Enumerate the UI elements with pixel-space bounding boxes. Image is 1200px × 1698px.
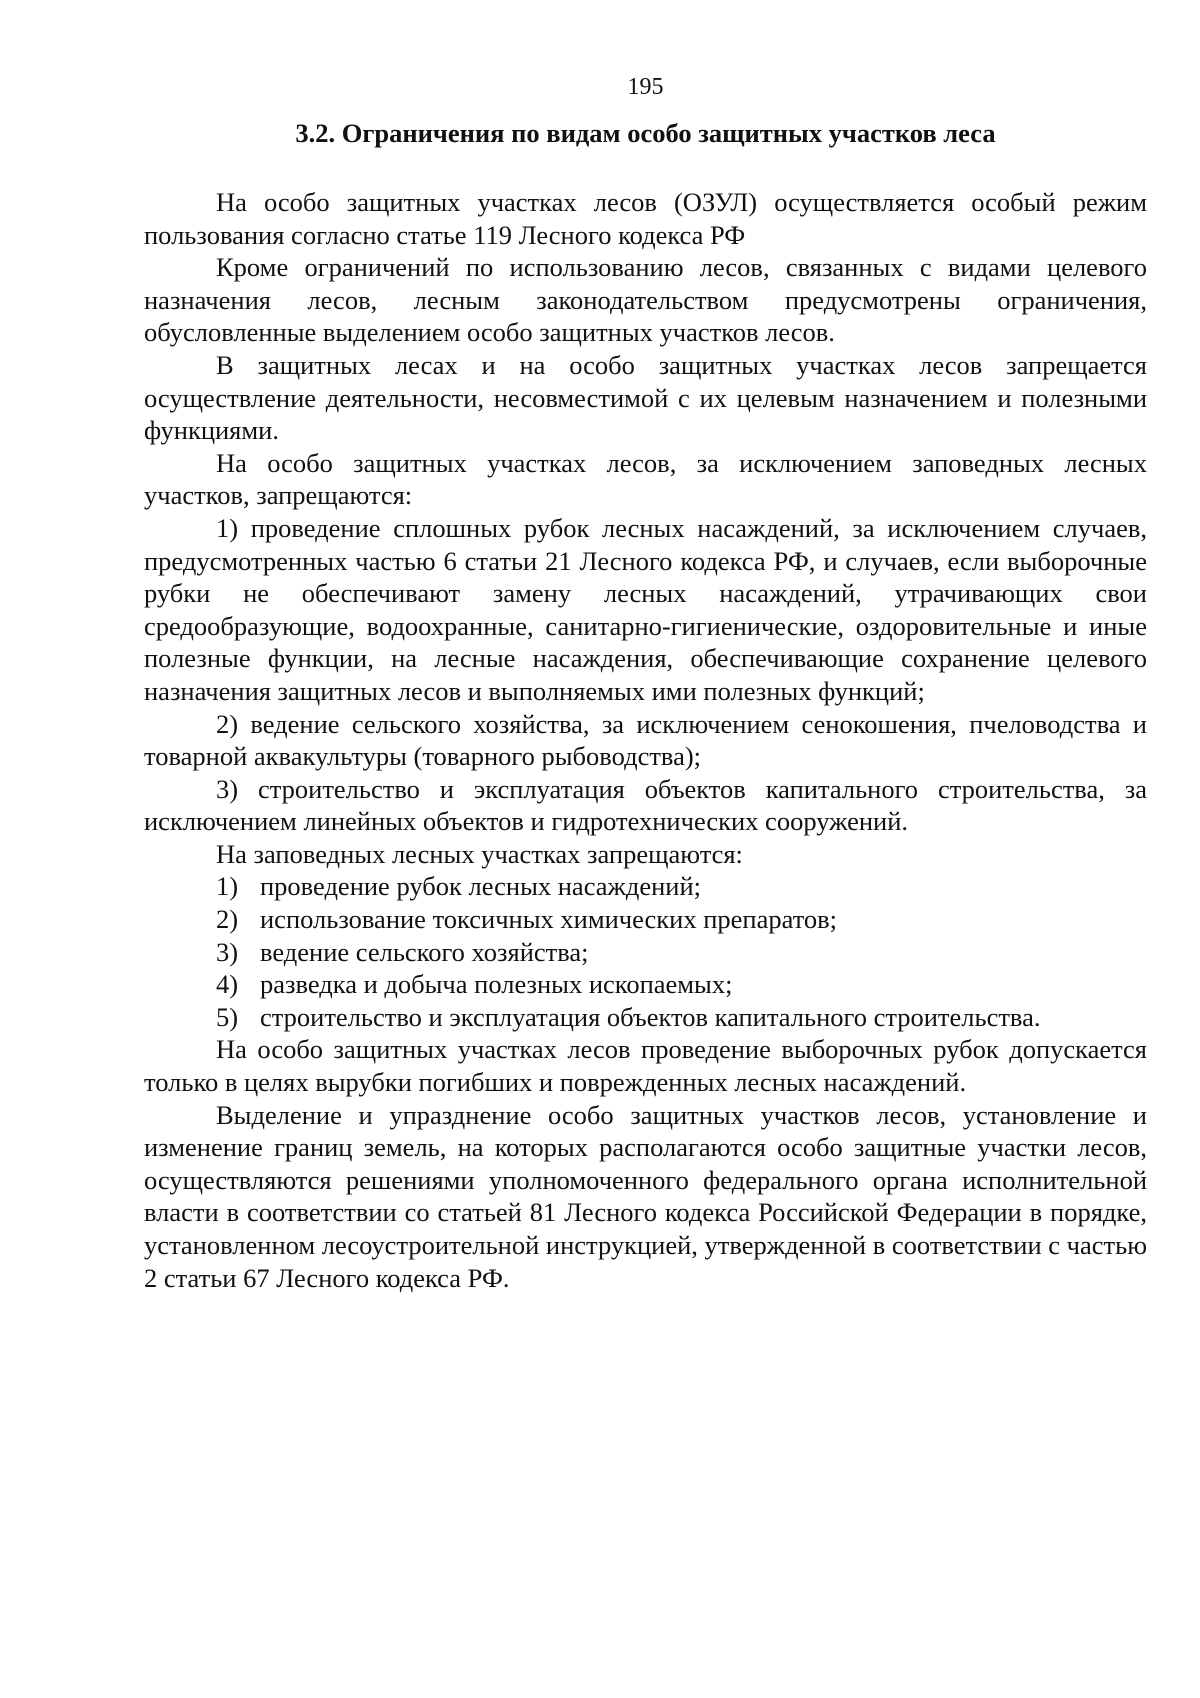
list-item-number: 4) <box>216 969 239 1000</box>
list-item-text: ведение сельского хозяйства; <box>260 936 589 967</box>
body-text <box>144 186 1147 1294</box>
section-title: 3.2. Ограничения по видам особо защитных участков леса <box>295 118 996 148</box>
paragraph-prohibition-2: 2) ведение сельского хозяйства, за исключением сенокошения, пчеловодства и товарной аквакультуры (товарного рыбоводства); <box>144 708 1147 772</box>
list-item-number: 5) <box>216 1001 239 1032</box>
paragraph-ozul-prohibitions: На особо защитных участках лесов, за исключением заповедных лесных участков, запрещаются: <box>144 447 1147 511</box>
list-item <box>144 968 1147 1001</box>
list-item <box>144 903 1147 936</box>
list-item-text: проведение рубок лесных насаждений; <box>260 871 702 902</box>
paragraph-ozul-regime: На особо защитных участках лесов (ОЗУЛ) осуществляется особый режим пользования согласно статье 119 Лесного кодекса РФ <box>144 187 1147 250</box>
list-item-text: строительство и эксплуатация объектов капитального строительства. <box>260 1001 1041 1032</box>
list-item <box>144 1001 1147 1034</box>
paragraph-restrictions-intro: Кроме ограничений по использованию лесов, связанных с видами целевого назначения лесов, лесным законодательством предусмотрены ограничения, обусловленные выделением особо защитных участков лесов. <box>144 252 1147 348</box>
paragraph-prohibition-3: 3) строительство и эксплуатация объектов капитального строительства, за исключением линейных объектов и гидротехнических сооружений. <box>144 773 1147 837</box>
list-item <box>144 870 1147 903</box>
paragraph-prohibition-1: 1) проведение сплошных рубок лесных насаждений, за исключением случаев, предусмотренных частью 6 статьи 21 Лесного кодекса РФ, и случаев, если выборочные рубки не обеспечивают замену лесных насаждений, утрачивающих свои средообразующие, водоохранные, санитарно-гигиенические, оздоровительные и иные полезные функции, на лесные насаждения, обеспечивающие сохранение целевого назначения защитных лесов и выполняемых ими полезных функций; <box>144 512 1147 706</box>
list-item <box>144 936 1147 969</box>
paragraph-reserved-intro: На заповедных лесных участках запрещаются: <box>216 838 743 869</box>
list-item-number: 2) <box>216 904 239 935</box>
list-item-text: использование токсичных химических препаратов; <box>260 904 838 935</box>
page-number: 195 <box>627 74 664 100</box>
paragraph-allocation: Выделение и упразднение особо защитных участков лесов, установление и изменение границ земель, на которых располагаются особо защитные участки лесов, осуществляются решениями уполномоченного федерального органа исполнительной власти в соответствии со статьей 81 Лесного кодекса Российской Федерации в порядке, установленном лесоустроительной инструкцией, утвержденной в соответствии с частью 2 статьи 67 Лесного кодекса РФ. <box>144 1099 1147 1293</box>
list-item-number: 1) <box>216 871 239 902</box>
list-item-text: разведка и добыча полезных ископаемых; <box>260 969 733 1000</box>
paragraph-protective-forests: В защитных лесах и на особо защитных участках лесов запрещается осуществление деятельности, несовместимой с их целевым назначением и полезными функциями. <box>144 349 1147 446</box>
paragraph-selective-felling: На особо защитных участках лесов проведение выборочных рубок допускается только в целях вырубки погибших и поврежденных лесных насаждений. <box>144 1034 1147 1098</box>
list-item-number: 3) <box>216 936 239 967</box>
